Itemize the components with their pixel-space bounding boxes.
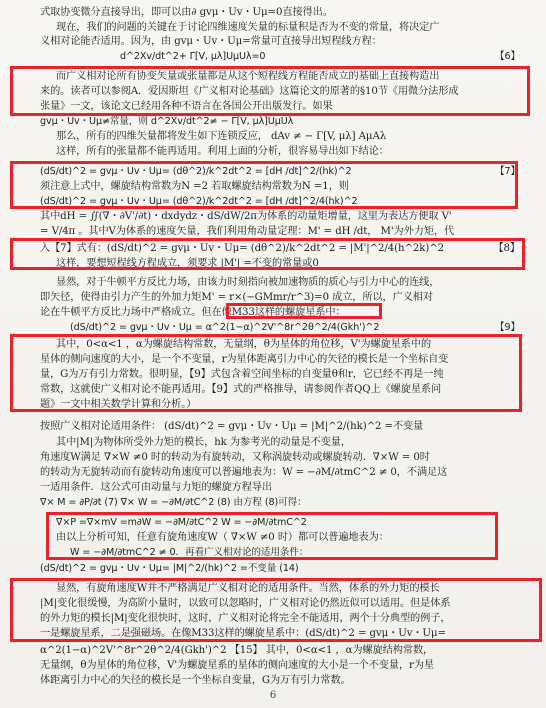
annotation-box [10, 238, 525, 270]
text-line: 须注意上式中，螺旋结构常数为N =2 若取螺旋结构常数为N =1，则 [40, 181, 349, 192]
equation-tag: 【6】 [495, 51, 520, 62]
equation-geodesic [120, 50, 520, 63]
annotation-box [10, 66, 530, 116]
equation-line: gvμ・Uv・Uμ≠常量，则 d^2Xv/dt^2≠ − Γ[V, μλ]UμUλ [40, 116, 294, 127]
text-line: 论在牛顿平方反比力场中严格成立。但在像M33这样的螺旋星系中： [40, 307, 346, 318]
text-line: 题》一文中相关数学计算和分析。） [40, 399, 197, 410]
equation-line: (dS/dt)^2 = gvμ・Uv・Uμ= (dθ^2)/k^2dt^2 = [dH /dt]^2/4(hk)^2 [40, 196, 358, 207]
text-line: 那么，所有的四维矢量都将发生如下连锁反应， dAv ≠ − Γ[V, μλ] AμAλ [56, 131, 387, 142]
equation-text: d^2Xv/dt^2+ Γ[V, μλ]UμUλ=0 [120, 51, 266, 62]
text-line: 其中|M|为物体所受外力矩的模长，hk 为参考光的动量是不变量， [56, 437, 351, 448]
text-line: 无量纲，θ为星体的角位移，V'为螺旋星系的星体的侧向速度的大小是一个不变量，r为星 [40, 660, 434, 671]
text-line: 由以上分析可知，任意有旋角速度W（ ∇×W ≠0 时）都可以普遍地表为： [56, 532, 389, 543]
text-line: 张量》一文，该论文已经用各种不语言在各国公开出版发行。如果 [40, 101, 333, 112]
text-line: 式取协变微分直接导出，即可以由∂ gvμ・Uv・Uμ=0直接得出。 [40, 7, 333, 18]
equation-line: (dS/dt)^2 = gvμ・Uv・Uμ= |M|^2/(hk)^2 =不变量 (14) [40, 563, 299, 574]
text-line: = V/4π 。其中V为体系的速度矢量，我们利用角动量定理：M' = dH /dt， M'为外力矩，代 [40, 226, 455, 237]
text-line: 现在，我们的问题的关键在于讨论四维速度矢量的标量积是否为不变的常量，将决定广 [56, 22, 440, 33]
text-line: 显然，有旋角速度W并不严格满足广义相对论的适用条件。当然，体系的外力矩的模长 [56, 583, 440, 594]
equation-text: (dS/dt)^2 = gvμ・Uv・Uμ = α^2(1−α)^2V'^8r^2θ^2/4(Gkh')^2 [70, 322, 380, 333]
text-line: 其中，0<α<1 ，α为螺旋结构常数，无量纲，θ为星体的角位移，V'为螺旋星系中的 [56, 339, 432, 350]
text-line: 的转动为无旋转动而有旋转动角速度可以普遍地表为：W = −∂M/∂tmC^2 ≠ 0，不满足这 [40, 467, 448, 478]
text-line: 体距离引力中心的矢径的模长是一个坐标自变量，G为万有引力常数。 [40, 675, 351, 686]
equation-tag: 【8】 [493, 243, 520, 254]
text-line: 按照广义相对论适用条件： (dS/dt)^2 = gvμ・Uv・Uμ = |M|^2/(hk)^2 =不变量 [40, 421, 424, 432]
text-line: 常数，这就使广义相对论不能再适用。【9】式的严格推导，请参阅作者QQ上《螺旋星系问 [40, 384, 442, 395]
text-line: 一是螺旋星系，二是强磁场。在像M33这样的螺旋星系中：(dS/dt)^2 = gvμ・Uv・Uμ= [40, 628, 446, 639]
equation-line: ∇× M = ∂P/∂t (7) ∇× W = −∂M/∂tC^2 (8) 由方程 (8)可得： [40, 497, 307, 508]
text-line: 来的。读者可以参阅A．爱因斯坦《广义相对论基础》这篇论文的原著的§10节《用微分法形成 [40, 86, 459, 97]
equation-line [70, 321, 520, 334]
annotation-box [10, 334, 522, 412]
annotation-box [46, 512, 498, 560]
annotation-box [10, 161, 518, 209]
equation-line: ∇×P =∇×mV =m∂W = −∂M/∂tC^2 W = −∂M/∂tmC^2 [56, 517, 307, 528]
text-line: 其中dH = ∬(∇・∂V'/∂t)・dxdydz・dS/dW/2π为体系的动量矩增量，这里为表达方便取 V' [40, 211, 452, 222]
text-line: 而广义相对论所有协变矢量或张量都是从这个短程线方程能否成立的基础上直接构造出 [56, 71, 440, 82]
text-line: 一适用条件．这公式可由动量与力矩的螺旋方程导出 [40, 482, 273, 493]
equation-text: 入【7】式有：(dS/dt)^2 = gvμ・Uv・Uμ= (dθ^2)/k^2dt^2 = |M'|^2/4(h^2k)^2 [40, 243, 445, 254]
page-number: 6 [269, 690, 277, 701]
equation-tag: 【7】 [495, 166, 520, 177]
text-line: 这样，要想短程线方程成立，须要求 |M'| =不变的常量或0 [56, 258, 319, 269]
text-line: 角速度W满足 ∇×W ≠0 时的转动为有旋转动，又称涡旋转动或螺旋转动．∇×W = 0时 [40, 452, 430, 463]
text-line: 量，G为万有引力常数。很明显，【9】式包含着空间坐标的自变量θ和r，它已经不再是一纯 [40, 369, 444, 380]
text-line: 的外力矩的模长|M|变化很快时，这时，广义相对论将完全不能适用，两个十分典型的例子， [40, 613, 451, 624]
equation-line: W = −∂M/∂tmC^2 ≠ 0．再看广义相对论的适用条件： [70, 547, 309, 558]
text-line: 义相对论能否适用。因为，由 gvμ・Uv・Uμ=常量可直接导出短程线方程： [40, 36, 382, 47]
text-line: 星体的侧向速度的大小，是一个不变量，r为星体距离引力中心的矢径的模长是一个坐标自变 [40, 354, 449, 365]
equation-tag: 【9】 [495, 322, 520, 333]
annotation-box [10, 578, 542, 642]
text-line: |M|变化很缓慢，为高阶小量时，以致可以忽略时，广义相对论仍然近似可以适用。但是体系 [40, 598, 451, 609]
text-line: α^2(1−α)^2V'^8r^2θ^2/4(Gkh')^2 【15】 其中，0<α<1 ，α为螺旋结构常数， [40, 645, 434, 656]
text-line: 即矢径，使得由引力产生的外加力矩M' = r×(−GMmr/r^3)=0 成立，所以，广义相对 [40, 292, 433, 303]
text-line: 这样，所有的张量都不能再适用。利用上面的分析，很容易导出如下结论： [56, 146, 389, 157]
text-line: 显然，对于牛顿平方反比力场，由该力时刻指向被加速物质的质心与引力中心的连线， [56, 277, 440, 288]
equation-text: (dS/dt)^2 = gvμ・Uv・Uμ= (dθ^2)/k^2dt^2 = [dH /dt]^2/(hk)^2 [40, 166, 352, 177]
annotation-box [226, 303, 382, 319]
